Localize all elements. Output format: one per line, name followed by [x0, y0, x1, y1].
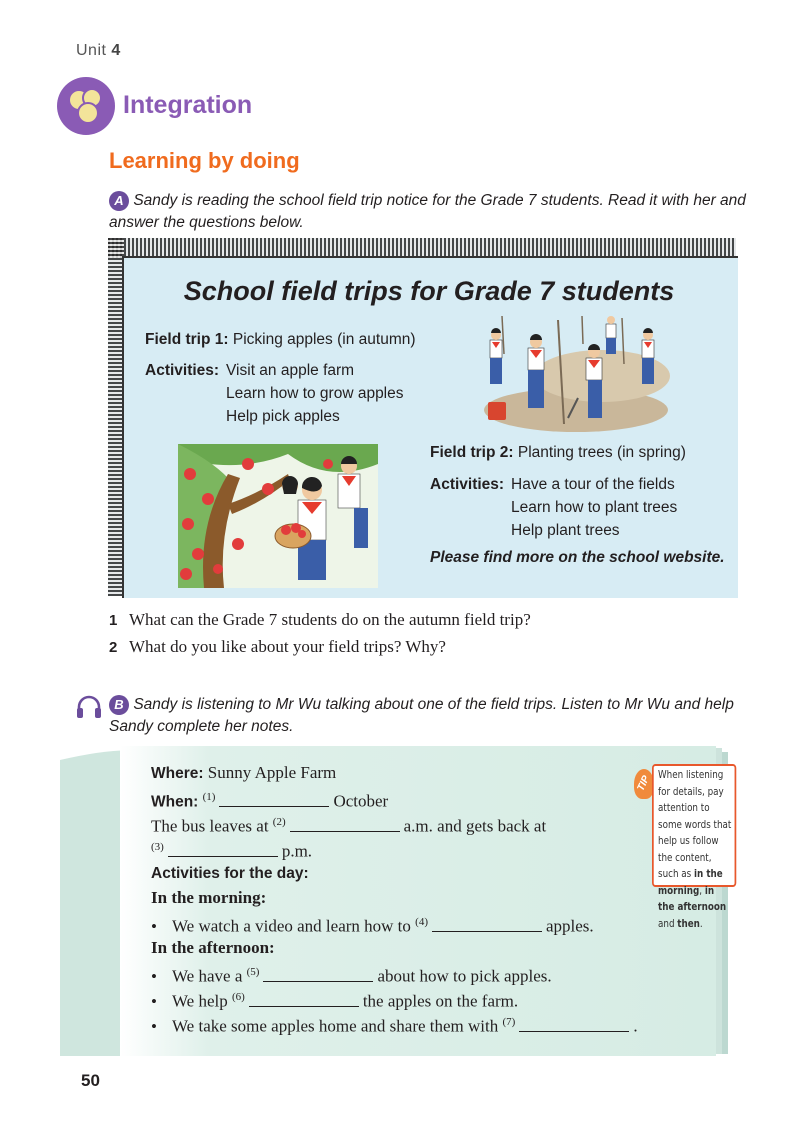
subsection-title: Learning by doing [109, 148, 300, 173]
blank-5[interactable] [263, 965, 373, 982]
tip-box: When listening for details, pay attention to some words that help us follow the content, such as in the morning, in the afternoon and then. [652, 764, 736, 887]
blank-6[interactable] [249, 990, 359, 1007]
badge-a: A [109, 191, 129, 211]
instruction-b: B Sandy is listening to Mr Wu talking about one of the field trips. Listen to Mr Wu and help Sandy complete her notes. [109, 696, 734, 735]
field-trip-2: Field trip 2: Planting trees (in spring) [430, 444, 686, 461]
badge-b: B [109, 695, 129, 715]
page-number: 50 [81, 1071, 100, 1090]
listening-notes [151, 760, 711, 1035]
notes-bus-return: $^{(3)}$ p.m. [151, 841, 313, 861]
question-2: 2 What do you like about your field trips? Why? [109, 637, 446, 656]
field-trip-1: Field trip 1: Picking apples (in autumn) [145, 331, 416, 348]
tip-badge: TIP [634, 769, 654, 799]
notes-activities-heading: Activities for the day: [151, 865, 309, 882]
integration-icon [56, 76, 116, 136]
picking-apples-illustration [178, 444, 378, 588]
blank-1[interactable] [219, 790, 329, 807]
notice-footer: Please find more on the school website. [430, 549, 725, 566]
blank-7[interactable] [519, 1015, 629, 1032]
notes-bus: The bus leaves at $^{(2)}$ a.m. and gets back at [151, 816, 547, 836]
notes-morning-heading: In the morning: [151, 888, 267, 907]
field-trip-1-activities: Activities: Visit an apple farm Learn how to grow apples Help pick apples [145, 362, 404, 425]
planting-trees-illustration [482, 314, 670, 432]
notes-where: Where: Sunny Apple Farm [151, 763, 337, 782]
blank-4[interactable] [432, 915, 542, 932]
notes-afternoon-item-3: • We take some apples home and share them with $^{(7)}$ . [151, 1016, 638, 1036]
notes-morning-item: • We watch a video and learn how to $^{(4)}$ apples. [151, 916, 594, 936]
blank-2[interactable] [290, 815, 400, 832]
notes-afternoon-item-2: • We help $^{(6)}$ the apples on the farm. [151, 991, 519, 1011]
notes-when: When: $^{(1)}$ October [151, 791, 389, 811]
field-trip-2-activities: Activities: Have a tour of the fields Learn how to plant trees Help plant trees [430, 476, 678, 539]
notes-afternoon-heading: In the afternoon: [151, 938, 275, 957]
section-title: Integration [123, 91, 253, 119]
blank-3[interactable] [168, 840, 278, 857]
headphones-icon [75, 693, 103, 721]
instruction-a: A Sandy is reading the school field trip notice for the Grade 7 students. Read it with her and answer the questions below. [109, 192, 746, 231]
notice-title: School field trips for Grade 7 students [183, 276, 675, 306]
board-frame-top [108, 238, 736, 258]
unit-label: Unit 4 [76, 42, 121, 59]
notes-afternoon-item-1: • We have a $^{(5)}$ about how to pick apples. [151, 966, 552, 986]
question-1: 1 What can the Grade 7 students do on the autumn field trip? [109, 610, 531, 629]
